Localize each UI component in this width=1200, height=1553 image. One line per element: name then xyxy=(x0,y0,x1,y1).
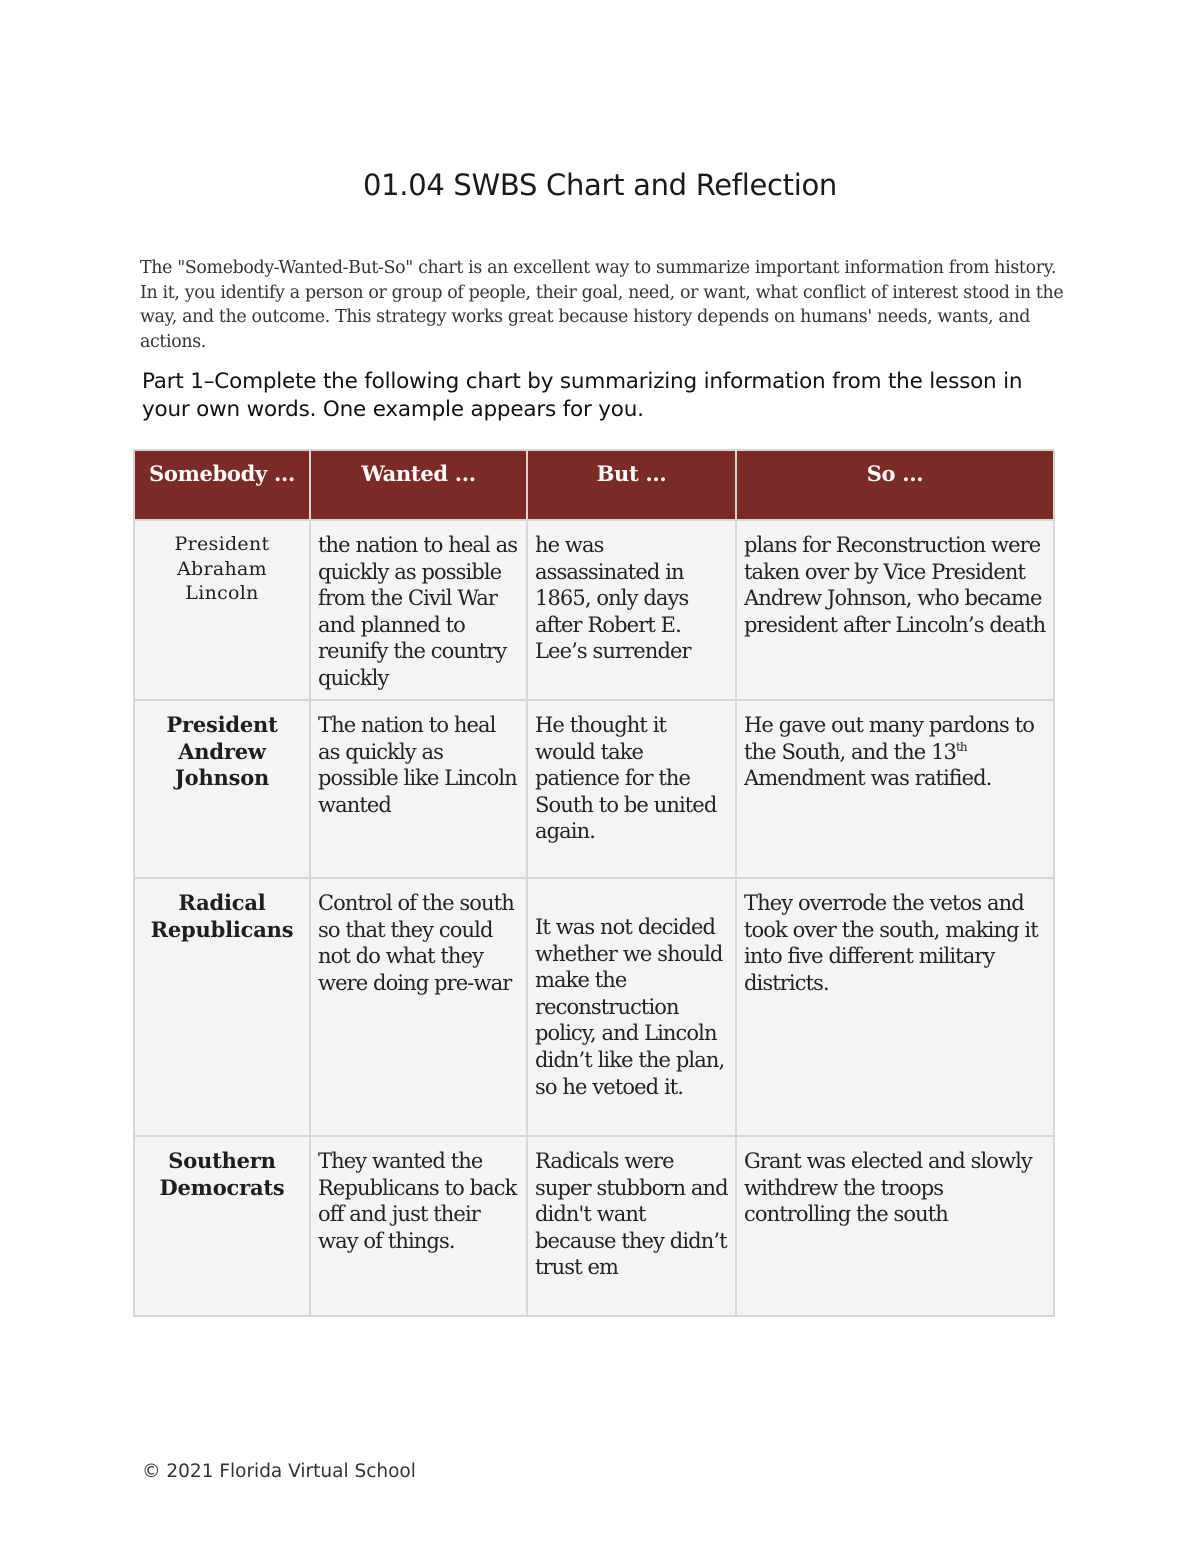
cell-somebody: President Abraham Lincoln xyxy=(134,520,310,700)
header-so: So ... xyxy=(736,450,1054,520)
table-row xyxy=(134,1136,1054,1316)
cell-wanted: the nation to heal as quickly as possible from the Civil War and planned to reunify the country quickly xyxy=(310,520,527,700)
part-1-heading: Part 1–Complete the following chart by summarizing information from the lesson in your own words. One example appears for you. xyxy=(142,369,1023,422)
cell-so: They overrode the vetos and took over the south, making it into five different military districts. xyxy=(736,878,1054,1136)
cell-somebody: Radical Republicans xyxy=(134,878,310,1136)
cell-but: He thought it would take patience for the South to be united again. xyxy=(527,700,736,878)
cell-wanted: Control of the south so that they could not do what they were doing pre-war xyxy=(310,878,527,1136)
cell-so xyxy=(736,700,1054,878)
swbs-chart-table xyxy=(133,449,1055,1317)
cell-wanted: The nation to heal as quickly as possible like Lincoln wanted xyxy=(310,700,527,878)
header-wanted: Wanted ... xyxy=(310,450,527,520)
cell-wanted: They wanted the Republicans to back off and just their way of things. xyxy=(310,1136,527,1316)
table-row xyxy=(134,700,1054,878)
cell-so: plans for Reconstruction were taken over by Vice President Andrew Johnson, who became president after Lincoln’s death xyxy=(736,520,1054,700)
cell-somebody: President Andrew Johnson xyxy=(134,700,310,878)
so-superscript: th xyxy=(956,739,967,754)
so-text-before: He gave out many pardons to the South, and the 13 xyxy=(744,713,1034,764)
cell-but: It was not decided whether we should make the reconstruction policy, and Lincoln didn’t like the plan, so he vetoed it. xyxy=(527,878,736,1136)
cell-but: Radicals were super stubborn and didn't want because they didn’t trust em xyxy=(527,1136,736,1316)
cell-but: he was assassinated in 1865, only days after Robert E. Lee’s surrender xyxy=(527,520,736,700)
header-but: But ... xyxy=(527,450,736,520)
cell-so: Grant was elected and slowly withdrew the troops controlling the south xyxy=(736,1136,1054,1316)
table-row xyxy=(134,520,1054,700)
page-title: 01.04 SWBS Chart and Reflection xyxy=(362,168,837,202)
intro-paragraph: The "Somebody-Wanted-But-So" chart is an excellent way to summarize important information from history. In it, you identify a person or group of people, their goal, need, or want, what conflict of interest stood in the way, and the outcome. This strategy works great because history depends on humans' needs, wants, and actions. xyxy=(140,258,1064,352)
so-text-after: Amendment was ratified. xyxy=(744,766,992,791)
header-somebody: Somebody ... xyxy=(134,450,310,520)
table-header-row xyxy=(134,450,1054,520)
table-row xyxy=(134,878,1054,1136)
cell-somebody: Southern Democrats xyxy=(134,1136,310,1316)
copyright-footer: © 2021 Florida Virtual School xyxy=(142,1461,416,1482)
